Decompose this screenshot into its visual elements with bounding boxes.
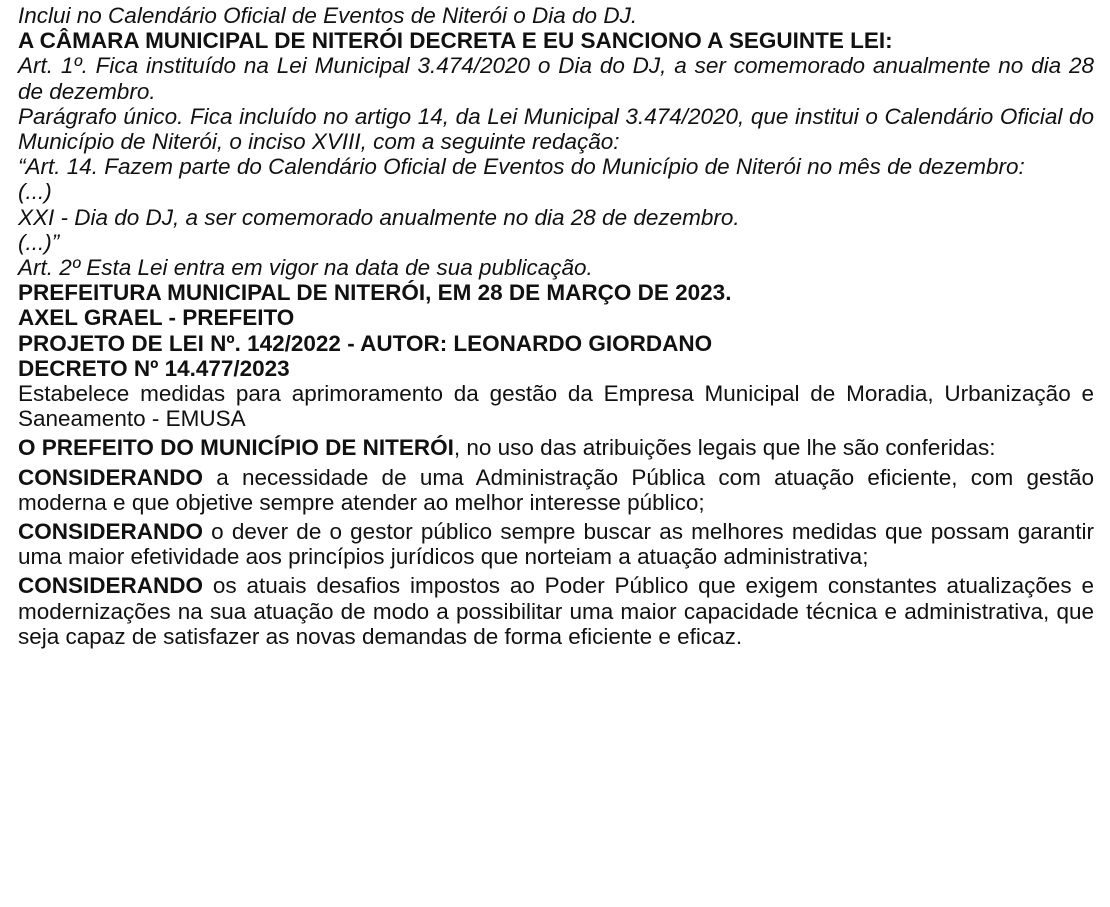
document-page	[18, 3, 1094, 649]
whereas-keyword: CONSIDERANDO	[18, 573, 204, 599]
enactment-clause: A CÂMARA MUNICIPAL DE NITERÓI DECRETA E EU SANCIONO A SEGUINTE LEI:	[18, 28, 893, 54]
article-14-quote: “Art. 14. Fazem parte do Calendário Oficial de Eventos do Município de Niterói no mês de dezembro:	[18, 154, 1025, 180]
whereas-clause	[18, 465, 1094, 515]
whereas-clause	[18, 573, 1094, 649]
preamble-authority: O PREFEITO DO MUNICÍPIO DE NITERÓI	[18, 435, 454, 461]
sole-paragraph: Parágrafo único. Fica incluído no artigo 14, da Lei Municipal 3.474/2020, que institui o Calendário Oficial do Município de Niterói, o inciso XVIII, com a seguinte redação:	[18, 103, 1094, 155]
article-2: Art. 2º Esta Lei entra em vigor na data de sua publicação.	[18, 255, 593, 281]
whereas-text: a necessidade de uma Administração Pública com atuação eficiente, com gestão moderna e que objetive sempre atender ao melhor interesse público;	[18, 464, 1094, 515]
article-1: Art. 1º. Fica instituído na Lei Municipal 3.474/2020 o Dia do DJ, a ser comemorado anualmente no dia 28 de dezembro.	[18, 53, 1094, 104]
decree-preamble	[18, 435, 1094, 460]
ellipsis-close: (...)”	[18, 229, 60, 255]
whereas-keyword: CONSIDERANDO	[18, 464, 204, 490]
whereas-text: os atuais desafios impostos ao Poder Público que exigem constantes atualizações e modernizações na sua atuação de modo a possibilitar uma maior capacidade técnica e administrativa, que seja capaz de satisfazer as novas demandas de forma eficiente e eficaz.	[18, 573, 1094, 649]
whereas-text: o dever de o gestor público sempre buscar as melhores medidas que possam garantir uma maior efetividade aos princípios jurídicos que norteiam a atuação administrativa;	[18, 519, 1094, 570]
inciso-xxi: XXI - Dia do DJ, a ser comemorado anualmente no dia 28 de dezembro.	[18, 204, 740, 230]
whereas-keyword: CONSIDERANDO	[18, 519, 204, 545]
decree-summary: Estabelece medidas para aprimoramento da gestão da Empresa Municipal de Moradia, Urbanização e Saneamento - EMUSA	[18, 381, 1094, 432]
signature-line: AXEL GRAEL - PREFEITO	[18, 305, 295, 331]
bill-author-line: PROJETO DE LEI Nº. 142/2022 - AUTOR: LEONARDO GIORDANO	[18, 330, 713, 356]
place-date-line: PREFEITURA MUNICIPAL DE NITERÓI, EM 28 DE MARÇO DE 2023.	[18, 280, 732, 306]
ellipsis-open: (...)	[18, 179, 52, 205]
whereas-clause	[18, 519, 1094, 569]
preamble-text: , no uso das atribuições legais que lhe são conferidas:	[453, 435, 996, 461]
law-summary: Inclui no Calendário Oficial de Eventos de Niterói o Dia do DJ.	[18, 3, 638, 28]
decree-title: DECRETO Nº 14.477/2023	[18, 355, 290, 381]
